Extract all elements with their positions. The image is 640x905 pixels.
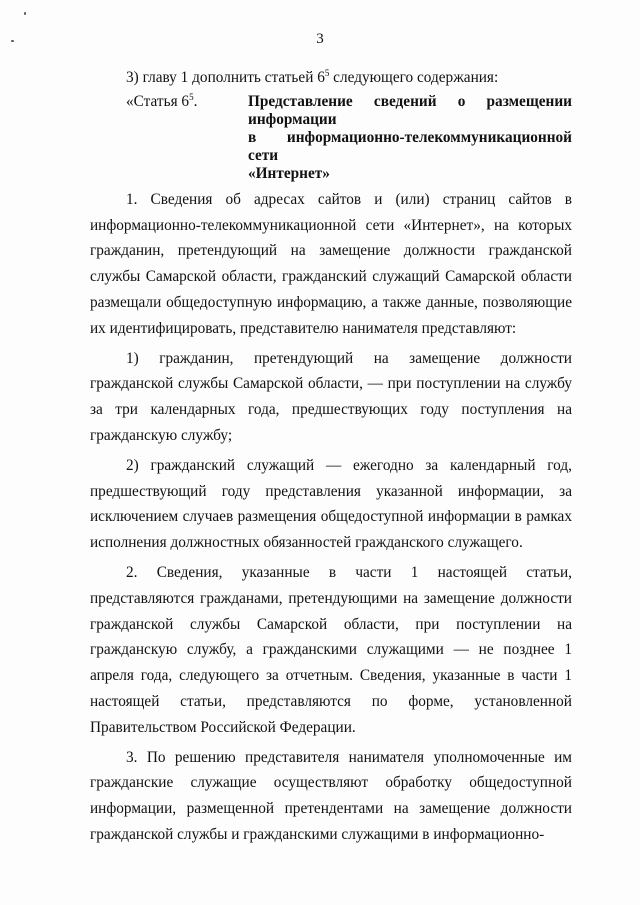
paragraph-part-2: 2. Сведения, указанные в части 1 настоящей статьи, представляются гражданами, претендующими на замещение должности гражданской службы Самарской области, при поступлении на гражданскую службу, а гражданскими служащими — не позднее 1 апреля года, следующего за отчетным. Сведения, указанные в части 1 настоящей статьи, представляются по форме, установленной Правительством Российской Федерации. [90, 563, 572, 736]
paragraph-item-2: 2) гражданский служащий — ежегодно за календарный год, предшествующий году представления указанной информации, за исключением случаев размещения общедоступной информации в рамках исполнения должностных обязанностей гражданского служащего. [90, 456, 572, 552]
article-title: Представление сведений о размещении информации в информационно-телекоммуникационной сети «Интернет» [248, 92, 572, 182]
paragraph-part-3: 3. По решению представителя нанимателя уполномоченные им гражданские служащие осуществляют обработку общедоступной информации, размещенной претендентами на замещение должности гражданской службы и гражданскими служащими в информационно- [90, 748, 572, 843]
article-label: «Статья $6^5$. [126, 91, 198, 110]
page-number: 3 [316, 31, 324, 47]
article-heading [90, 93, 572, 183]
scan-speck [24, 12, 26, 15]
paragraph-item-1: 1) гражданин, претендующий на замещение должности гражданской службы Самарской области, — при поступлении на службу за три календарных года, предшествующих году поступления на гражданскую службу; [90, 349, 572, 444]
paragraph-part-1: 1. Сведения об адресах сайтов и (или) страниц сайтов в информационно-телекоммуникационной сети «Интернет», на которых гражданин, претендующий на замещение должности гражданской службы Самарской области, гражданский служащий Самарской области размещали общедоступную информацию, а также данные, позволяющие их идентифицировать, представителю нанимателя представляют: [90, 190, 572, 337]
amendment-intro: 3) главу 1 дополнить статьей $6^5$ следующего содержания: [126, 67, 499, 86]
document-body [90, 65, 572, 852]
